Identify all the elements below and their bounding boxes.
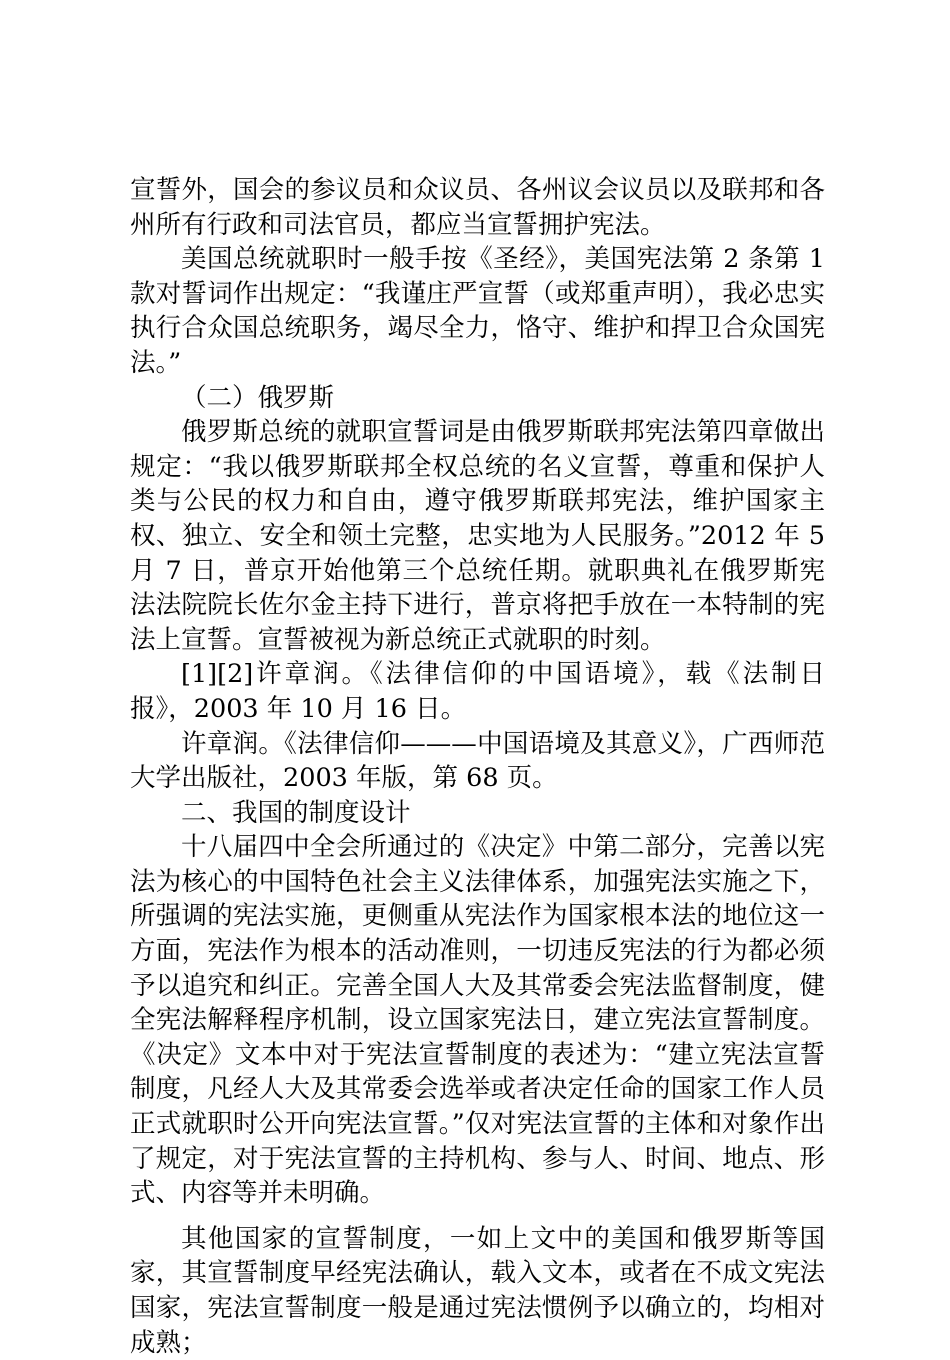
footnote-reference-1: [1][2]许章润。《法律信仰的中国语境》，载《法制日报》，2003 年 10 月 16 日。 <box>130 659 825 724</box>
paragraph-other-countries: 其他国家的宣誓制度，一如上文中的美国和俄罗斯等国家，其宣誓制度早经宪法确认，载入文本，或者在不成文宪法国家，宪法宣誓制度一般是通过宪法惯例予以确立的，均相对成熟； <box>130 1223 825 1358</box>
section-heading-china: 二、我国的制度设计 <box>181 797 411 828</box>
footnote-reference-2: 许章润。《法律信仰———中国语境及其意义》，广西师范大学出版社，2003 年版，第 68 页。 <box>130 728 825 794</box>
paragraph-china-decision: 十八届四中全会所通过的《决定》中第二部分，完善以宪法为核心的中国特色社会主义法律体系，加强宪法实施之下，所强调的宪法实施，更侧重从宪法作为国家根本法的地位这一方面，宪法作为根本的活动准则，一切违反宪法的行为都必须予以追究和纠正。完善全国人大及其常委会宪法监督制度，健全宪法解释程序机制，设立国家宪法日，建立宪法宣誓制度。《决定》文本中对于宪法宣誓制度的表述为：“建立宪法宣誓制度，凡经人大及其常委会选举或者决定任命的国家工作人员正式就职时公开向宪法宣誓。”仅对宪法宣誓的主体和对象作出了规定，对于宪法宣誓的主持机构、参与人、时间、地点、形式、内容等并未明确。 <box>130 832 825 1209</box>
document-body <box>130 173 825 1360</box>
paragraph-us-oath: 美国总统就职时一般手按《圣经》，美国宪法第 2 条第 1 款对誓词作出规定：“我谨庄严宣誓（或郑重声明），我必忠实执行合众国总统职务，竭尽全力，恪守、维护和捍卫合众国宪法。” <box>130 244 825 378</box>
section-heading-russia: （二）俄罗斯 <box>181 382 335 413</box>
paragraph-continuation: 宣誓外，国会的参议员和众议员、各州议会议员以及联邦和各州所有行政和司法官员，都应当宣誓拥护宪法。 <box>130 175 825 240</box>
paragraph-russia-oath: 俄罗斯总统的就职宣誓词是由俄罗斯联邦宪法第四章做出规定：“我以俄罗斯联邦全权总统的名义宣誓，尊重和保护人类与公民的权力和自由，遵守俄罗斯联邦宪法，维护国家主权、独立、安全和领土完整，忠实地为人民服务。”2012 年 5 月 7 日，普京开始他第三个总统任期。就职典礼在俄罗斯宪法法院院长佐尔金主持下进行，普京将把手放在一本特制的宪法上宣誓。宣誓被视为新总统正式就职的时刻。 <box>130 417 825 655</box>
